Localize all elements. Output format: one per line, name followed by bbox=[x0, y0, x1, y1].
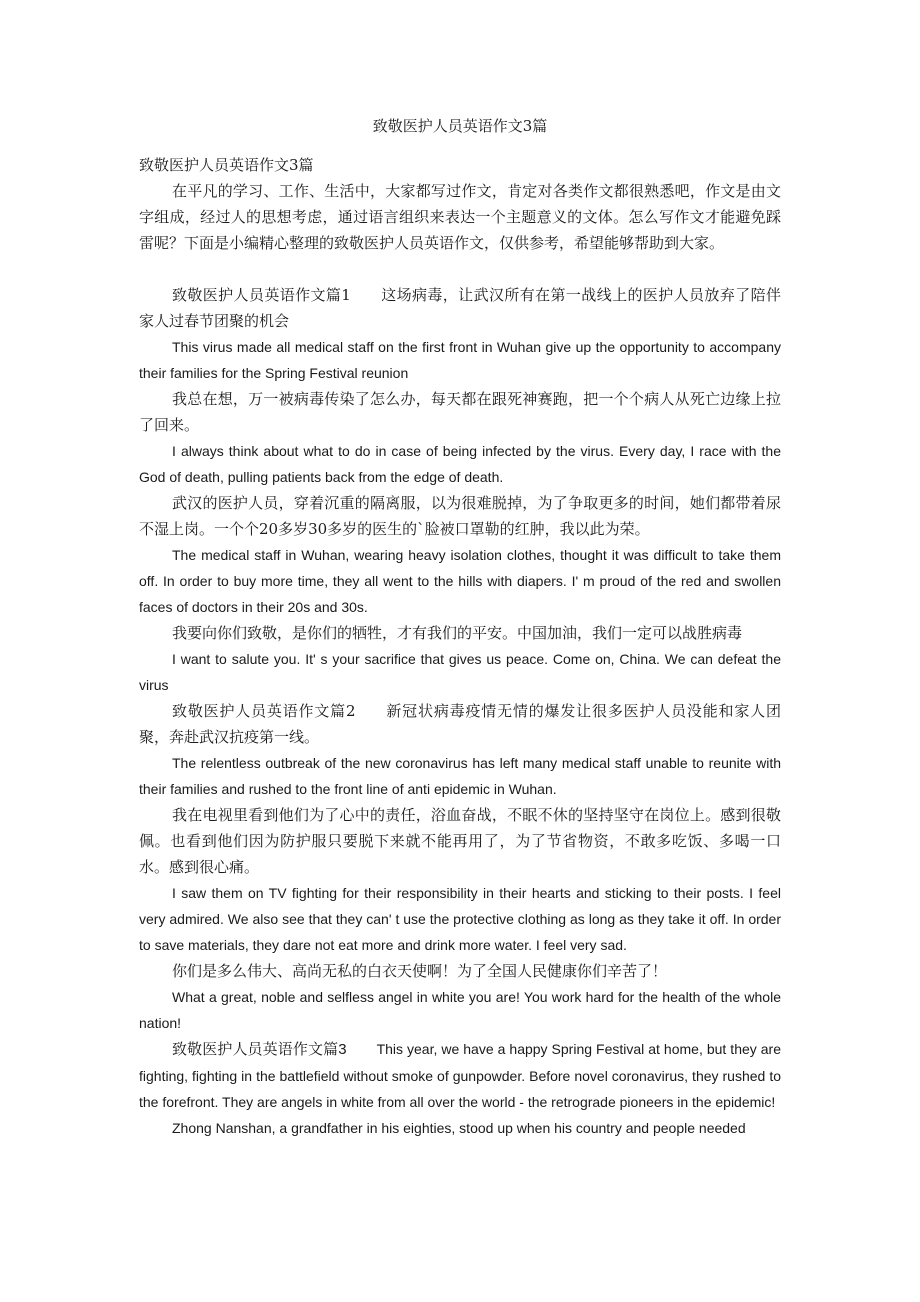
essay1-zh-2: 我总在想，万一被病毒传染了怎么办，每天都在跟死神赛跑，把一个个病人从死亡边缘上拉了回来。 bbox=[139, 390, 781, 434]
essay2-en-2: I saw them on TV fighting for their responsibility in their hearts and sticking to their posts. I feel very admired. We also see that they can' t use the protective clothing as long as they take it off. In order to save materials, they dare not eat more and drink more water. I feel very sad. bbox=[139, 885, 781, 953]
document-title: 致敬医护人员英语作文3篇 bbox=[372, 117, 548, 135]
essay1-first-paragraph bbox=[139, 282, 781, 334]
intro-paragraph: 在平凡的学习、工作、生活中，大家都写过作文，肯定对各类作文都很熟悉吧，作文是由文字组成，经过人的思想考虑，通过语言组织来表达一个主题意义的文体。怎么写作文才能避免踩雷呢？下面是小编精心整理的致敬医护人员英语作文，仅供参考，希望能够帮助到大家。 bbox=[139, 182, 781, 252]
document-body bbox=[139, 152, 781, 1141]
essay1-en-2: I always think about what to do in case of being infected by the virus. Every day, I race with the God of death, pulling patients back from the edge of death. bbox=[139, 443, 781, 485]
blank-line bbox=[139, 256, 781, 282]
essay3-heading: 致敬医护人员英语作文篇3 bbox=[172, 1041, 347, 1058]
essay2-zh-3: 你们是多么伟大、高尚无私的白衣天使啊！为了全国人民健康你们辛苦了！ bbox=[172, 962, 668, 980]
essay3-first-paragraph bbox=[139, 1036, 781, 1115]
essay2-zh-1: 新冠状病毒疫情无情的爆发让很多医护人员没能和家人团聚，奔赴武汉抗疫第一线。 bbox=[139, 702, 781, 746]
document-subtitle: 致敬医护人员英语作文3篇 bbox=[139, 156, 314, 174]
essay3-en-1: This year, we have a happy Spring Festival at home, but they are fighting, fighting in the battlefield without smoke of gunpowder. Before novel coronavirus, they rushed to the forefront. They are angels in white from all over the world - the retrograde pioneers in the epidemic! bbox=[139, 1041, 781, 1110]
essay2-en-3: What a great, noble and selfless angel in white you are! You work hard for the health of the whole nation! bbox=[139, 989, 781, 1031]
essay1-en-4: I want to salute you. It' s your sacrifice that gives us peace. Come on, China. We can defeat the virus bbox=[139, 651, 781, 693]
essay1-en-1: This virus made all medical staff on the first front in Wuhan give up the opportunity to accompany their families for the Spring Festival reunion bbox=[139, 339, 781, 381]
essay1-zh-4: 我要向你们致敬，是你们的牺牲，才有我们的平安。中国加油，我们一定可以战胜病毒 bbox=[172, 624, 743, 642]
essay1-heading: 致敬医护人员英语作文篇1 bbox=[172, 286, 351, 304]
essay3-en-2: Zhong Nanshan, a grandfather in his eighties, stood up when his country and people needed bbox=[172, 1120, 746, 1136]
essay1-zh-1: 这场病毒，让武汉所有在第一战线上的医护人员放弃了陪伴家人过春节团聚的机会 bbox=[139, 286, 781, 330]
essay1-zh-3: 武汉的医护人员，穿着沉重的隔离服，以为很难脱掉，为了争取更多的时间，她们都带着尿不湿上岗。一个个20多岁30多岁的医生的`脸被口罩勒的红肿，我以此为荣。 bbox=[139, 494, 781, 538]
essay2-first-paragraph bbox=[139, 698, 781, 750]
essay2-en-1: The relentless outbreak of the new coronavirus has left many medical staff unable to reunite with their families and rushed to the front line of anti epidemic in Wuhan. bbox=[139, 755, 781, 797]
essay2-zh-2: 我在电视里看到他们为了心中的责任，浴血奋战，不眠不休的坚持坚守在岗位上。感到很敬佩。也看到他们因为防护服只要脱下来就不能再用了，为了节省物资，不敢多吃饭、多喝一口水。感到很心痛。 bbox=[139, 806, 781, 876]
essay1-en-3: The medical staff in Wuhan, wearing heavy isolation clothes, thought it was difficult to take them off. In order to buy more time, they all went to the hills with diapers. I' m proud of the red and swollen faces of doctors in their 20s and 30s. bbox=[139, 547, 781, 615]
essay2-heading: 致敬医护人员英语作文篇2 bbox=[172, 702, 356, 720]
